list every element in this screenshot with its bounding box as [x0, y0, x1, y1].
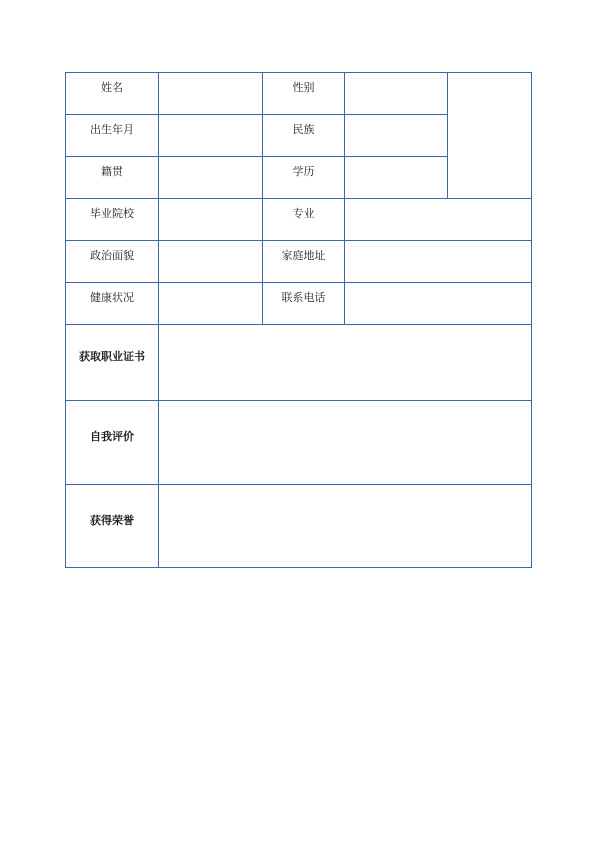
- form-row-honors: [66, 485, 532, 568]
- form-row-political: [66, 241, 532, 283]
- address-field[interactable]: [345, 241, 532, 283]
- health-label: 健康状况: [66, 283, 159, 325]
- resume-form-table: [65, 72, 532, 568]
- political-label: 政治面貌: [66, 241, 159, 283]
- birth-label: 出生年月: [66, 115, 159, 157]
- self-evaluation-label: 自我评价: [66, 401, 159, 485]
- gender-label: 性别: [263, 73, 345, 115]
- health-field[interactable]: [159, 283, 263, 325]
- major-field[interactable]: [345, 199, 532, 241]
- origin-field[interactable]: [159, 157, 263, 199]
- political-field[interactable]: [159, 241, 263, 283]
- self-evaluation-field[interactable]: [159, 401, 532, 485]
- education-label: 学历: [263, 157, 345, 199]
- honors-label: 获得荣誉: [66, 485, 159, 568]
- form-row-certificate: [66, 325, 532, 401]
- phone-label: 联系电话: [263, 283, 345, 325]
- certificate-field[interactable]: [159, 325, 532, 401]
- school-label: 毕业院校: [66, 199, 159, 241]
- education-field[interactable]: [345, 157, 448, 199]
- gender-field[interactable]: [345, 73, 448, 115]
- name-label: 姓名: [66, 73, 159, 115]
- school-field[interactable]: [159, 199, 263, 241]
- address-label: 家庭地址: [263, 241, 345, 283]
- form-row-health: [66, 283, 532, 325]
- photo-cell[interactable]: [448, 73, 532, 199]
- honors-field[interactable]: [159, 485, 532, 568]
- ethnicity-label: 民族: [263, 115, 345, 157]
- major-label: 专业: [263, 199, 345, 241]
- name-field[interactable]: [159, 73, 263, 115]
- form-row-self-evaluation: [66, 401, 532, 485]
- ethnicity-field[interactable]: [345, 115, 448, 157]
- birth-field[interactable]: [159, 115, 263, 157]
- origin-label: 籍贯: [66, 157, 159, 199]
- form-row-school: [66, 199, 532, 241]
- form-row-name: [66, 73, 532, 115]
- certificate-label: 获取职业证书: [66, 325, 159, 401]
- phone-field[interactable]: [345, 283, 532, 325]
